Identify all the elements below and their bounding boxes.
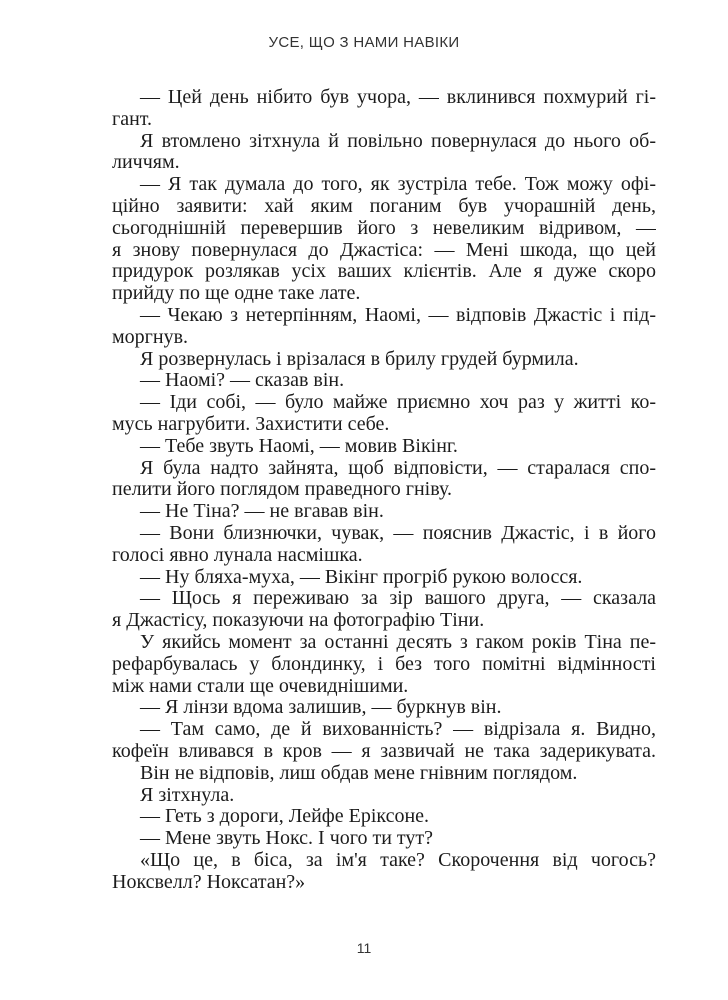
text-line: моргнув. [112, 325, 189, 348]
text-line: — Я лінзи вдома залишив, — буркнув він. [140, 696, 502, 719]
text-line: У якийсь момент за останні десять з гаком років Тіна пе- [140, 631, 656, 653]
text-line: придурок розлякав усіх ваших клієнтів. Але я дуже скоро [112, 261, 656, 283]
text-line: — Я так думала до того, як зустріла тебе. Тож можу офі- [140, 174, 656, 196]
text-line: Я втомлено зітхнула й повільно повернулася до нього об- [140, 130, 656, 152]
text-line: Я зітхнула. [140, 783, 235, 806]
text-line: між нами стали ще очевиднішими. [112, 674, 409, 697]
text-line: я знову повернулася до Джастіса: — Мені шкода, що цей [112, 239, 656, 261]
text-line: — Іди собі, — було майже приємно хоч раз у житті ко- [140, 392, 656, 414]
text-line: Він не відповів, лиш обдав мене гнівним поглядом. [140, 761, 578, 784]
text-line: — Мене звуть Нокс. І чого ти тут? [140, 827, 433, 850]
text-line: гант. [112, 107, 153, 130]
text-line: мусь нагрубити. Захистити себе. [112, 412, 390, 435]
text-line: — Вони близнючки, чувак, — пояснив Джастіс, і в його [140, 522, 656, 544]
text-line: — Щось я переживаю за зір вашого друга, — сказала [140, 588, 656, 610]
page-body-text [112, 87, 656, 893]
text-line: Ноксвелл? Ноксатан?» [112, 870, 306, 893]
text-line: — Чекаю з нетерпінням, Наомі, — відповів Джастіс і під- [140, 304, 656, 326]
text-line: прийду по ще одне таке лате. [112, 282, 361, 305]
page-number: 11 [356, 940, 372, 956]
text-line: Я розвернулась і врізалася в брилу грудей бурмила. [140, 347, 579, 370]
text-line: — Там само, де й вихованність? — відрізала я. Видно, [140, 719, 656, 741]
text-line: — Не Тіна? — не вгавав він. [140, 500, 384, 523]
text-line: — Тебе звуть Наомі, — мовив Вікінг. [140, 434, 458, 457]
text-line: голосі явно лунала насмішка. [112, 543, 363, 566]
text-line: — Геть з дороги, Лейфе Еріксоне. [140, 805, 430, 828]
text-line: я Джастісу, показуючи на фотографію Тіни. [112, 609, 485, 632]
text-line: пелити його поглядом праведного гніву. [112, 478, 452, 501]
running-header: УСЕ, ЩО З НАМИ НАВІКИ [268, 34, 460, 51]
text-line: Я була надто зайнята, щоб відповісти, — старалася спо- [140, 457, 656, 479]
text-line: — Наомі? — сказав він. [140, 369, 345, 392]
text-line: — Цей день нібито був учора, — вклинився похмурий гі- [140, 87, 656, 108]
text-line: кофеїн вливався в кров — я зазвичай не така задерикувата. [112, 740, 656, 762]
text-line: сьогоднішній перевершив його з невеликим відривом, — [112, 217, 656, 239]
text-line: — Ну бляха-муха, — Вікінг прогріб рукою волосся. [140, 565, 583, 588]
text-line: ційно заявити: хай яким поганим був учорашній день, [112, 195, 656, 217]
text-line: личчям. [112, 151, 180, 174]
text-line: рефарбувалась у блондинку, і без того помітні відмінності [112, 653, 656, 675]
text-line: «Що це, в біса, за ім'я таке? Скорочення від чогось? [140, 849, 656, 871]
